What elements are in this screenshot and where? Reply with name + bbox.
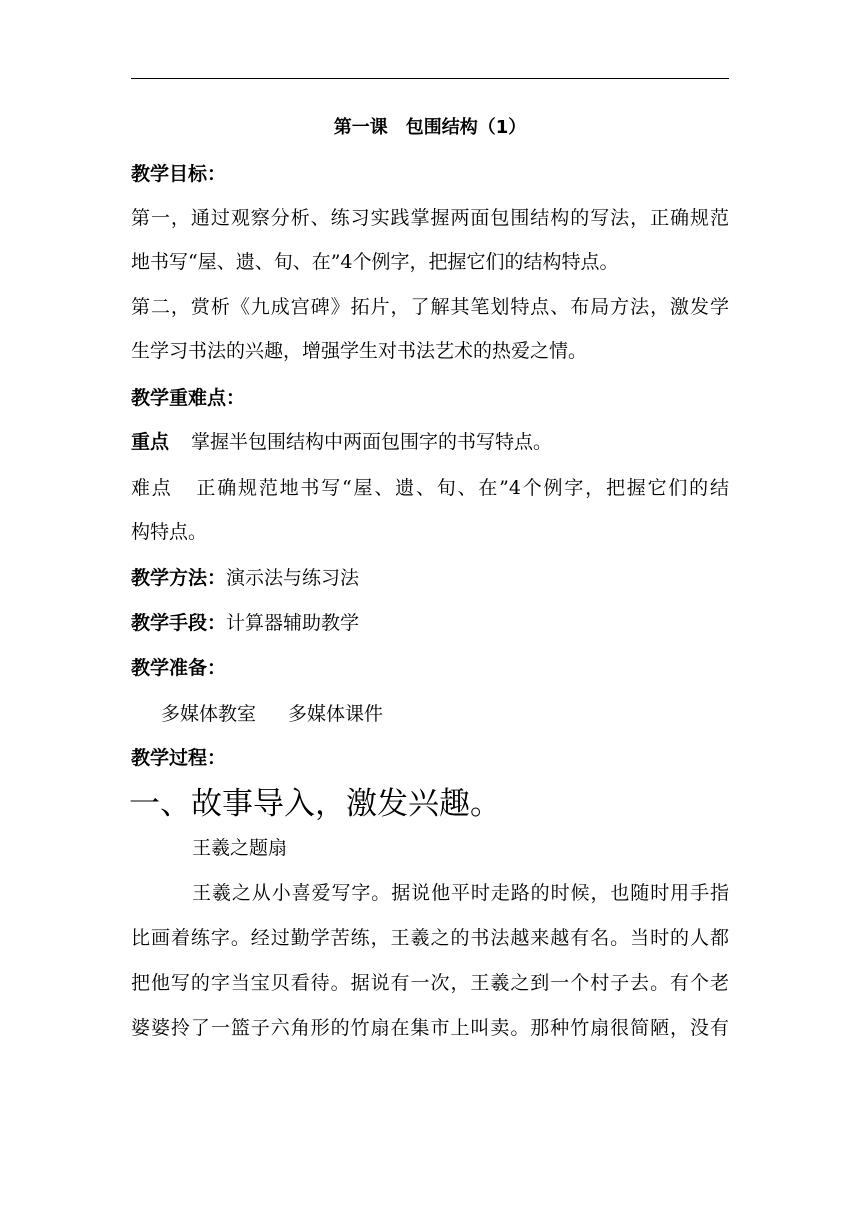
lesson-title: 第一课 包围结构（1） — [333, 117, 527, 138]
header-rule — [131, 78, 729, 79]
focus-label: 重点 — [131, 431, 170, 453]
means-value: 计算器辅助教学 — [226, 612, 360, 634]
difficulty-row — [131, 476, 729, 500]
story-line-1: 王羲之从小喜爱写字。据说他平时走路的时候，也随时用手指 — [192, 882, 729, 904]
objective-2-line-1: 第二，赏析《九成宫碑》拓片，了解其笔划特点、布局方法，激发学 — [131, 296, 729, 318]
difficulty-text-line-1: 正确规范地书写“屋、遗、旬、在”4个例字，把握它们的结 — [194, 477, 729, 499]
focus-row — [131, 430, 552, 454]
process-heading: 教学过程： — [131, 747, 227, 769]
method-label: 教学方法： — [131, 567, 227, 589]
difficulty-label: 难点 — [131, 477, 173, 499]
objective-1-line-2: 地书写“屋、遗、旬、在”4个例字，把握它们的结构特点。 — [131, 251, 619, 273]
objectives-heading: 教学目标： — [131, 163, 227, 185]
focus-text: 掌握半包围结构中两面包围字的书写特点。 — [191, 431, 553, 453]
preparation-item-1: 多媒体教室 — [161, 703, 257, 725]
preparation-item-2: 多媒体课件 — [288, 703, 384, 725]
objective-1-line-1: 第一，通过观察分析、练习实践掌握两面包围结构的写法，正确规范 — [131, 207, 729, 229]
story-line-3: 把他写的字当宝贝看待。据说有一次，王羲之到一个村子去。有个老 — [131, 972, 729, 994]
story-line-2: 比画着练字。经过勤学苦练，王羲之的书法越来越有名。当时的人都 — [131, 927, 729, 949]
means-row — [131, 611, 359, 635]
key-points-heading: 教学重难点： — [131, 387, 246, 409]
method-row — [131, 566, 359, 590]
preparation-items — [161, 702, 383, 726]
method-value: 演示法与练习法 — [226, 567, 360, 589]
section-1-heading: 一、故事导入，激发兴趣。 — [129, 786, 501, 822]
objective-2-line-2: 生学习书法的兴趣，增强学生对书法艺术的热爱之情。 — [131, 340, 588, 362]
story-line-4: 婆婆拎了一篮子六角形的竹扇在集市上叫卖。那种竹扇很简陋，没有 — [131, 1017, 729, 1039]
means-label: 教学手段： — [131, 612, 227, 634]
preparation-heading: 教学准备： — [131, 657, 227, 679]
story-title: 王羲之题扇 — [192, 837, 288, 859]
difficulty-line-2: 构特点。 — [131, 521, 208, 543]
